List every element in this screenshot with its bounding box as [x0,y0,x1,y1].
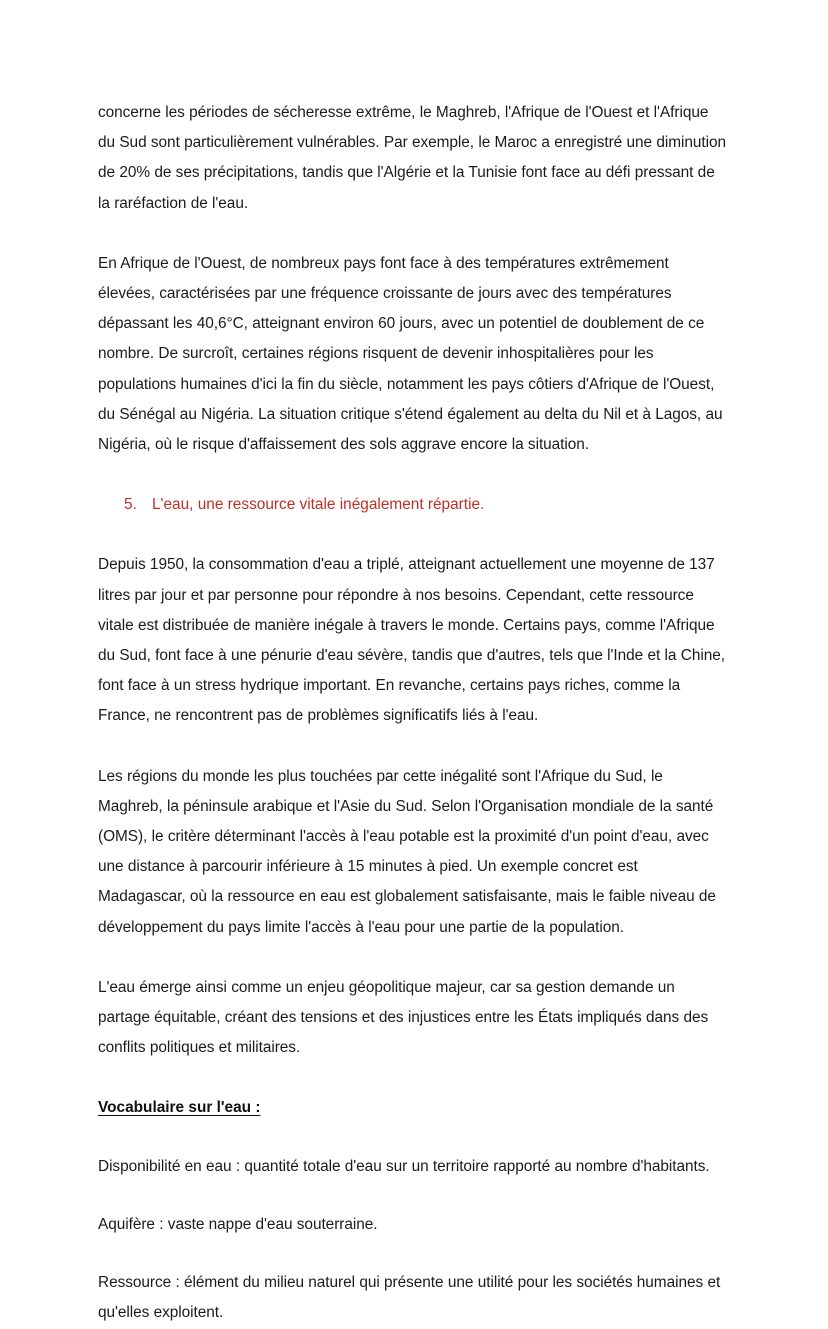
paragraph-spacer [98,1063,728,1093]
paragraph-spacer [98,1124,728,1152]
paragraph-spacer [98,943,728,973]
paragraph-affected-regions: Les régions du monde les plus touchées par cette inégalité sont l'Afrique du Sud, le Maghreb, la péninsule arabique et l'Asie du Sud. Selon l'Organisation mondiale de la santé (OMS), le critère déterminant l'accès à l'eau potable est la proximité d'un point d'eau, avec une distance à parcourir inférieure à 15 minutes à pied. Un exemple concret est Madagascar, où la ressource en eau est globalement satisfaisante, mais le faible niveau de développement du pays limite l'accès à l'eau pour une partie de la population. [98,767,716,936]
section-heading-5 [98,490,728,520]
paragraph-spacer [98,1182,728,1210]
vocabulary-heading-wrap [98,1093,728,1123]
paragraph-spacer [98,1240,728,1268]
vocabulary-entry-aquifere: Aquifère : vaste nappe d'eau souterraine. [98,1215,378,1233]
vocabulary-entry-ressource: Ressource : élément du milieu naturel qui présente une utilité pour les sociétés humaines et qu'elles exploitent. [98,1274,721,1322]
paragraph-spacer [98,520,728,550]
section-heading-marker: 5. [124,496,137,514]
document-body [98,98,728,1329]
paragraph-geopolitics: L'eau émerge ainsi comme un enjeu géopolitique majeur, car sa gestion demande un partage équitable, créant des tensions et des injustices entre les États impliqués dans des conflits politiques et militaires. [98,978,709,1057]
paragraph-sahel-drought: concerne les périodes de sécheresse extrême, le Maghreb, l'Afrique de l'Ouest et l'Afrique du Sud sont particulièrement vulnérables. Par exemple, le Maroc a enregistré une diminution de 20% de ses précipitations, tandis que l'Algérie et la Tunisie font face au défi pressant de la raréfaction de l'eau. [98,104,727,212]
paragraph-spacer [98,732,728,762]
section-heading-text: L'eau, une ressource vitale inégalement répartie. [152,496,485,514]
paragraph-west-africa-heat: En Afrique de l'Ouest, de nombreux pays font face à des températures extrêmement élevées, caractérisées par une fréquence croissante de jours avec des températures dépassant les 40,6°C, atteignant environ 60 jours, avec un potentiel de doublement de ce nombre. De surcroît, certaines régions risquent de devenir inhospitalières pour les populations humaines d'ici la fin du siècle, notamment les pays côtiers d'Afrique de l'Ouest, du Sénégal au Nigéria. La situation critique s'étend également au delta du Nil et à Lagos, au Nigéria, où le risque d'affaissement des sols aggrave encore la situation. [98,254,723,454]
vocabulary-heading: Vocabulaire sur l'eau : [98,1099,261,1117]
vocabulary-entry-disponibilite: Disponibilité en eau : quantité totale d'eau sur un territoire rapporté au nombre d'habitants. [98,1157,710,1175]
paragraph-spacer [98,219,728,249]
paragraph-spacer [98,460,728,490]
paragraph-water-consumption: Depuis 1950, la consommation d'eau a triplé, atteignant actuellement une moyenne de 137 litres par jour et par personne pour répondre à nos besoins. Cependant, cette ressource vitale est distribuée de manière inégale à travers le monde. Certains pays, comme l'Afrique du Sud, font face à une pénurie d'eau sévère, tandis que d'autres, tels que l'Inde et la Chine, font face à un stress hydrique important. En revanche, certains pays riches, comme la France, ne rencontrent pas de problèmes significatifs liés à l'eau. [98,556,725,725]
